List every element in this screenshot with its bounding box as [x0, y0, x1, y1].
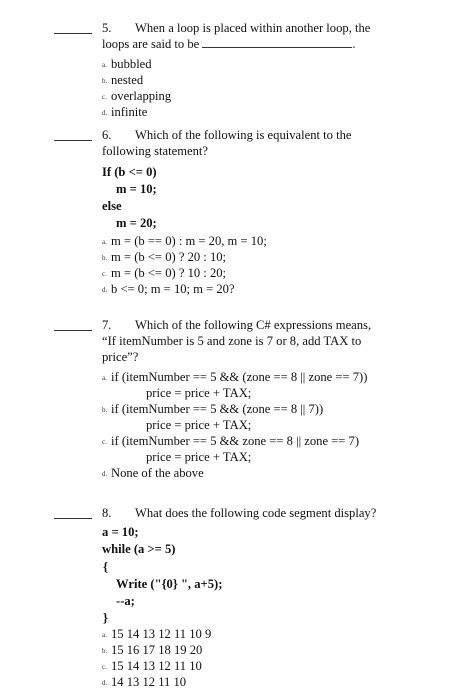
- code-line: m = 10;: [116, 182, 157, 196]
- question-7-text: 7. Which of the following C# expressions means, “If itemNumber is 5 and zone is 7 or 8, add TAX to price”?: [102, 318, 372, 364]
- option-b[interactable]: b. 15 16 17 18 19 20: [102, 643, 203, 657]
- question-number: 5.: [102, 21, 112, 35]
- option-a[interactable]: a. m = (b == 0) : m = 20, m = 10;: [102, 234, 267, 248]
- question-8-text: 8. What does the following code segment display?: [102, 506, 377, 520]
- answer-blank-5[interactable]: [54, 33, 92, 34]
- answer-blank-8[interactable]: [54, 518, 92, 519]
- code-line: a = 10;: [102, 525, 139, 539]
- option-a[interactable]: a. bubbled: [102, 57, 152, 71]
- option-c[interactable]: c. if (itemNumber == 5 && zone == 8 || zone == 7): [102, 434, 360, 448]
- option-c[interactable]: c. overlapping: [102, 89, 172, 103]
- option-b[interactable]: b. m = (b <= 0) ? 20 : 10;: [102, 250, 227, 264]
- option-d[interactable]: d. infinite: [102, 105, 148, 119]
- option-b[interactable]: b. if (itemNumber == 5 && (zone == 8 || 7)): [102, 402, 324, 416]
- answer-blank-7[interactable]: [54, 330, 92, 331]
- option-c[interactable]: c. m = (b <= 0) ? 10 : 20;: [102, 266, 227, 280]
- option-b[interactable]: b. nested: [102, 73, 144, 87]
- option-a-body: price = price + TAX;: [146, 386, 252, 400]
- question-5-text: 5. When a loop is placed within another loop, the loops are said to be .: [102, 21, 371, 51]
- code-line: while (a >= 5): [102, 542, 176, 556]
- option-d[interactable]: d. 14 13 12 11 10: [102, 675, 187, 689]
- option-a[interactable]: a. 15 14 13 12 11 10 9: [102, 627, 212, 641]
- code-line: {: [103, 560, 108, 574]
- answer-blank-6[interactable]: [54, 140, 92, 141]
- option-b-body: price = price + TAX;: [146, 418, 252, 432]
- option-a[interactable]: a. if (itemNumber == 5 && (zone == 8 || zone == 7)): [102, 370, 368, 384]
- code-line: If (b <= 0): [102, 165, 157, 179]
- option-d[interactable]: d. b <= 0; m = 10; m = 20?: [102, 282, 235, 296]
- option-c[interactable]: c. 15 14 13 12 11 10: [102, 659, 202, 673]
- code-line: Write ("{0} ", a+5);: [116, 577, 223, 591]
- option-d[interactable]: d. None of the above: [102, 466, 204, 480]
- code-line: --a;: [116, 594, 135, 608]
- code-line: }: [103, 611, 108, 625]
- question-6-text: 6. Which of the following is equivalent to the following statement?: [102, 128, 352, 158]
- code-line: m = 20;: [116, 216, 157, 230]
- option-c-body: price = price + TAX;: [146, 450, 252, 464]
- fill-in-blank[interactable]: [202, 36, 352, 48]
- code-line: else: [102, 199, 122, 213]
